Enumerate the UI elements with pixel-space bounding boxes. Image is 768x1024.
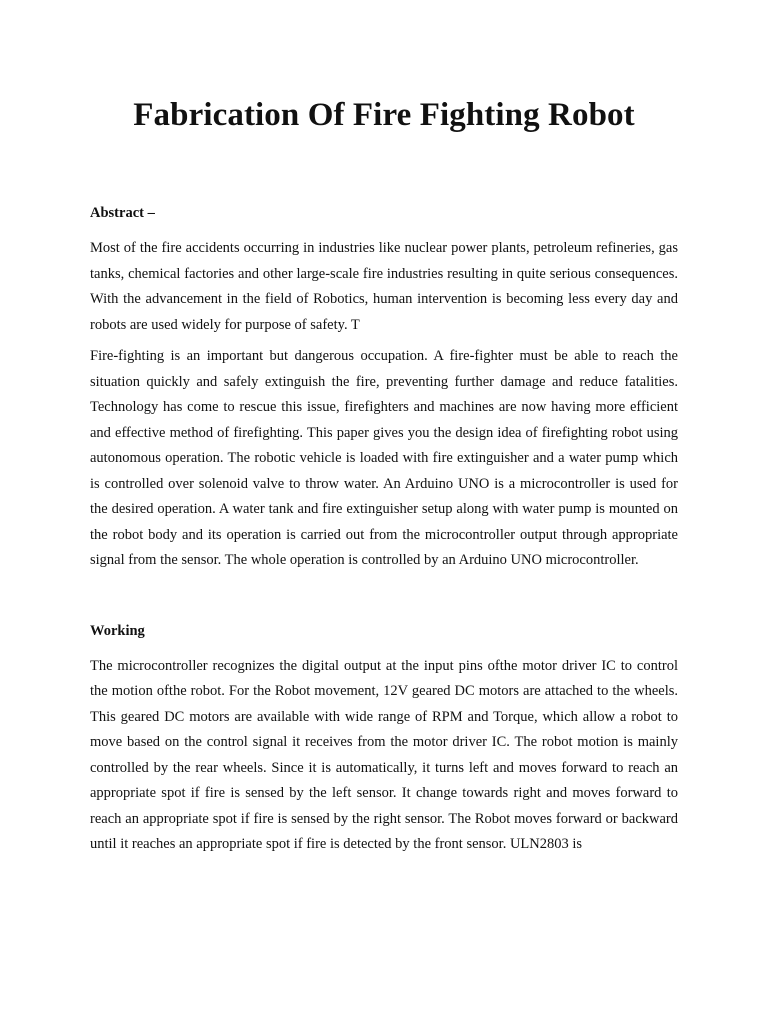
abstract-paragraph-1: Most of the fire accidents occurring in industries like nuclear power plants, petroleum refineries, gas tanks, chemical factories and other large-scale fire industries resulting in quite serious consequences. With the advancement in the field of Robotics, human intervention is becoming less every day and robots are used widely for purpose of safety. T <box>90 240 678 333</box>
working-paragraph-1: The microcontroller recognizes the digital output at the input pins ofthe motor driver IC to control the motion ofthe robot. For the Robot movement, 12V geared DC motors are attached to the wheels. This geared DC motors are available with wide range of RPM and Torque, which allow a robot to move based on the control signal it receives from the motor driver IC. The robot motion is mainly controlled by the rear wheels. Since it is automatically, it turns left and moves forward to reach an appropriate spot if fire is sensed by the left sensor. It change towards right and moves forward to reach an appropriate spot if fire is sensed by the right sensor. The Robot moves forward or backward until it reaches an appropriate spot if fire is detected by the front sensor. ULN2803 is <box>90 657 678 852</box>
document-title: Fabrication Of Fire Fighting Robot <box>133 97 635 133</box>
working-heading: Working <box>90 622 145 639</box>
abstract-paragraph-2: Fire-fighting is an important but dangerous occupation. A fire-fighter must be able to reach the situation quickly and safely extinguish the fire, preventing further damage and reduce fatalities. Technology has come to rescue this issue, firefighters and machines are now having more efficient and effective method of firefighting. This paper gives you the design idea of firefighting robot using autonomous operation. The robotic vehicle is loaded with fire extinguisher and a water pump which is controlled over solenoid valve to throw water. An Arduino UNO is a microcontroller is used for the desired operation. A water tank and fire extinguisher setup along with water pump is mounted on the robot body and its operation is carried out from the microcontroller output through appropriate signal from the sensor. The whole operation is controlled by an Arduino UNO microcontroller. <box>90 348 678 568</box>
abstract-heading: Abstract – <box>90 205 155 221</box>
working-section <box>90 618 678 858</box>
document-body <box>90 200 678 858</box>
abstract-section <box>90 200 678 574</box>
